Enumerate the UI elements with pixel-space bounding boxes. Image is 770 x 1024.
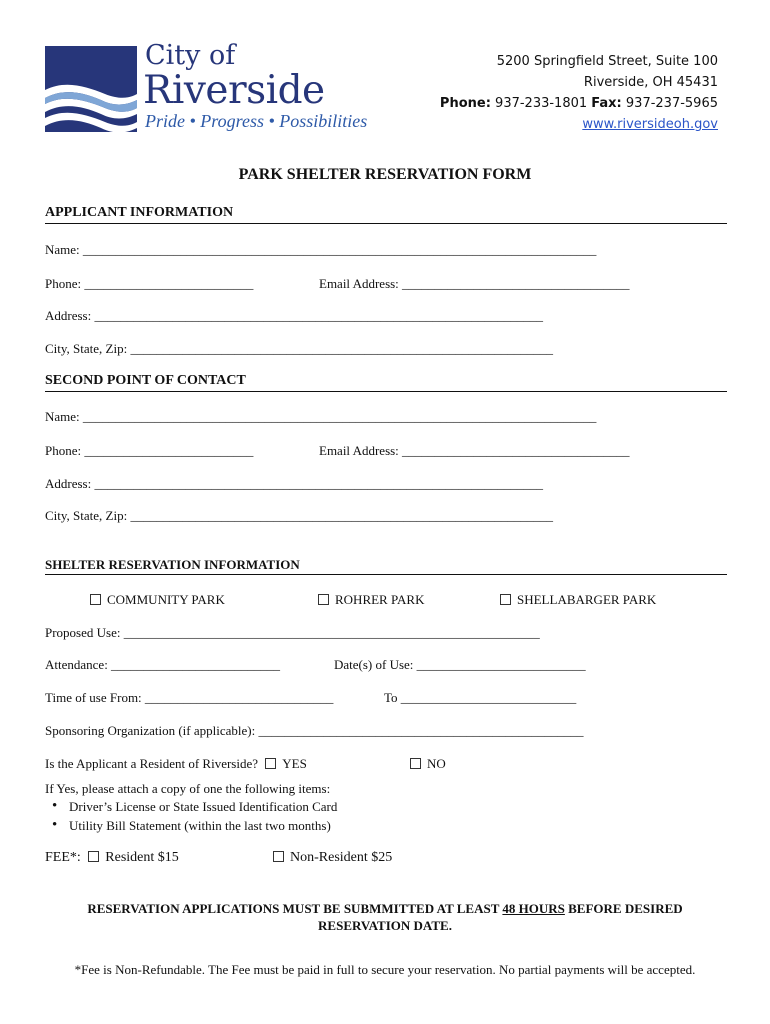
checkbox-resident-fee[interactable]: [88, 851, 99, 862]
list-item: • Driver’s License or State Issued Identification Card: [45, 799, 337, 818]
checkbox-yes[interactable]: [265, 758, 276, 769]
logo-riverside: Riverside: [143, 68, 325, 113]
resident-question: [45, 756, 307, 772]
checkbox-shellabarger[interactable]: [500, 594, 511, 605]
park-option-community[interactable]: [90, 592, 225, 608]
form-title: PARK SHELTER RESERVATION FORM: [238, 166, 532, 183]
attendance-field[interactable]: Attendance: __________________________: [45, 657, 281, 672]
fee-footnote: *Fee is Non-Refundable. The Fee must be paid in full to secure your reservation. No partial payments will be accepted.: [74, 962, 696, 977]
park-option-shellabarger[interactable]: [500, 592, 656, 608]
resident-fee-label: Resident $15: [105, 850, 179, 865]
shelter-heading-rule: [45, 574, 727, 575]
checkbox-no[interactable]: [410, 758, 421, 769]
if-yes-instructions: If Yes, please attach a copy of one the following items:: [45, 781, 331, 796]
second-name-field[interactable]: Name: _______________________________________________________________________________: [45, 409, 597, 424]
nonresident-fee-option[interactable]: [273, 850, 392, 866]
applicant-email-field[interactable]: Email Address: ___________________________________: [319, 276, 630, 291]
applicant-heading: APPLICANT INFORMATION: [45, 205, 234, 220]
yes-label: YES: [282, 756, 307, 771]
phone-label: Phone:: [439, 96, 491, 111]
submission-notice: [0, 901, 770, 917]
fax-number: 937-237-5965: [625, 96, 718, 111]
document-list: [45, 799, 337, 837]
shelter-heading: SHELTER RESERVATION INFORMATION: [45, 557, 300, 572]
second-contact-heading: SECOND POINT OF CONTACT: [45, 373, 246, 388]
second-email-field[interactable]: Email Address: ___________________________________: [319, 443, 630, 458]
time-to-field[interactable]: To ___________________________: [384, 690, 577, 705]
proposed-use-field[interactable]: Proposed Use: ________________________________________________________________: [45, 625, 540, 640]
contact-phone-fax: [440, 96, 718, 111]
second-phone-field[interactable]: Phone: __________________________: [45, 443, 254, 458]
river-wave-icon: [45, 46, 137, 132]
applicant-heading-rule: [45, 223, 727, 224]
time-from-field[interactable]: Time of use From: _____________________________: [45, 690, 334, 705]
fax-label: Fax:: [591, 96, 622, 111]
park-label-rohrer: ROHRER PARK: [335, 592, 425, 607]
applicant-phone-field[interactable]: Phone: __________________________: [45, 276, 254, 291]
contact-street: 5200 Springfield Street, Suite 100: [496, 54, 718, 69]
fee-label: FEE*:: [45, 850, 81, 865]
contact-city: Riverside, OH 45431: [583, 75, 718, 90]
notice-part2: BEFORE DESIRED: [564, 901, 683, 916]
sponsor-field[interactable]: Sponsoring Organization (if applicable): __________________________________________________: [45, 723, 584, 738]
park-label-community: COMMUNITY PARK: [107, 592, 225, 607]
notice-hours: 48 HOURS: [502, 901, 565, 916]
logo-city-of: City of: [145, 40, 236, 71]
applicant-name-field[interactable]: Name: _______________________________________________________________________________: [45, 242, 597, 257]
notice-part1: RESERVATION APPLICATIONS MUST BE SUBMMITTED AT LEAST: [87, 901, 503, 916]
second-address-field[interactable]: Address: _____________________________________________________________________: [45, 476, 543, 491]
second-city-field[interactable]: City, State, Zip: _________________________________________________________________: [45, 508, 553, 523]
phone-number: 937-233-1801: [495, 96, 588, 111]
applicant-address-field[interactable]: Address: _____________________________________________________________________: [45, 308, 543, 323]
city-logo: [45, 40, 385, 134]
checkbox-rohrer[interactable]: [318, 594, 329, 605]
park-label-shellabarger: SHELLABARGER PARK: [517, 592, 657, 607]
resident-question-text: Is the Applicant a Resident of Riverside?: [45, 756, 259, 771]
no-option[interactable]: [410, 756, 446, 772]
no-label: NO: [427, 756, 446, 771]
notice-line2: RESERVATION DATE.: [318, 918, 452, 933]
checkbox-community[interactable]: [90, 594, 101, 605]
logo-tagline: Pride • Progress • Possibilities: [145, 111, 368, 131]
second-contact-heading-rule: [45, 391, 727, 392]
list-item: • Utility Bill Statement (within the last two months): [45, 818, 337, 837]
website-link[interactable]: www.riversideoh.gov: [582, 117, 718, 132]
park-option-rohrer[interactable]: [318, 592, 424, 608]
applicant-city-field[interactable]: City, State, Zip: _________________________________________________________________: [45, 341, 553, 356]
fee-row: [45, 850, 179, 866]
nonresident-fee-label: Non-Resident $25: [290, 850, 393, 865]
dates-of-use-field[interactable]: Date(s) of Use: __________________________: [334, 657, 586, 672]
checkbox-nonresident-fee[interactable]: [273, 851, 284, 862]
